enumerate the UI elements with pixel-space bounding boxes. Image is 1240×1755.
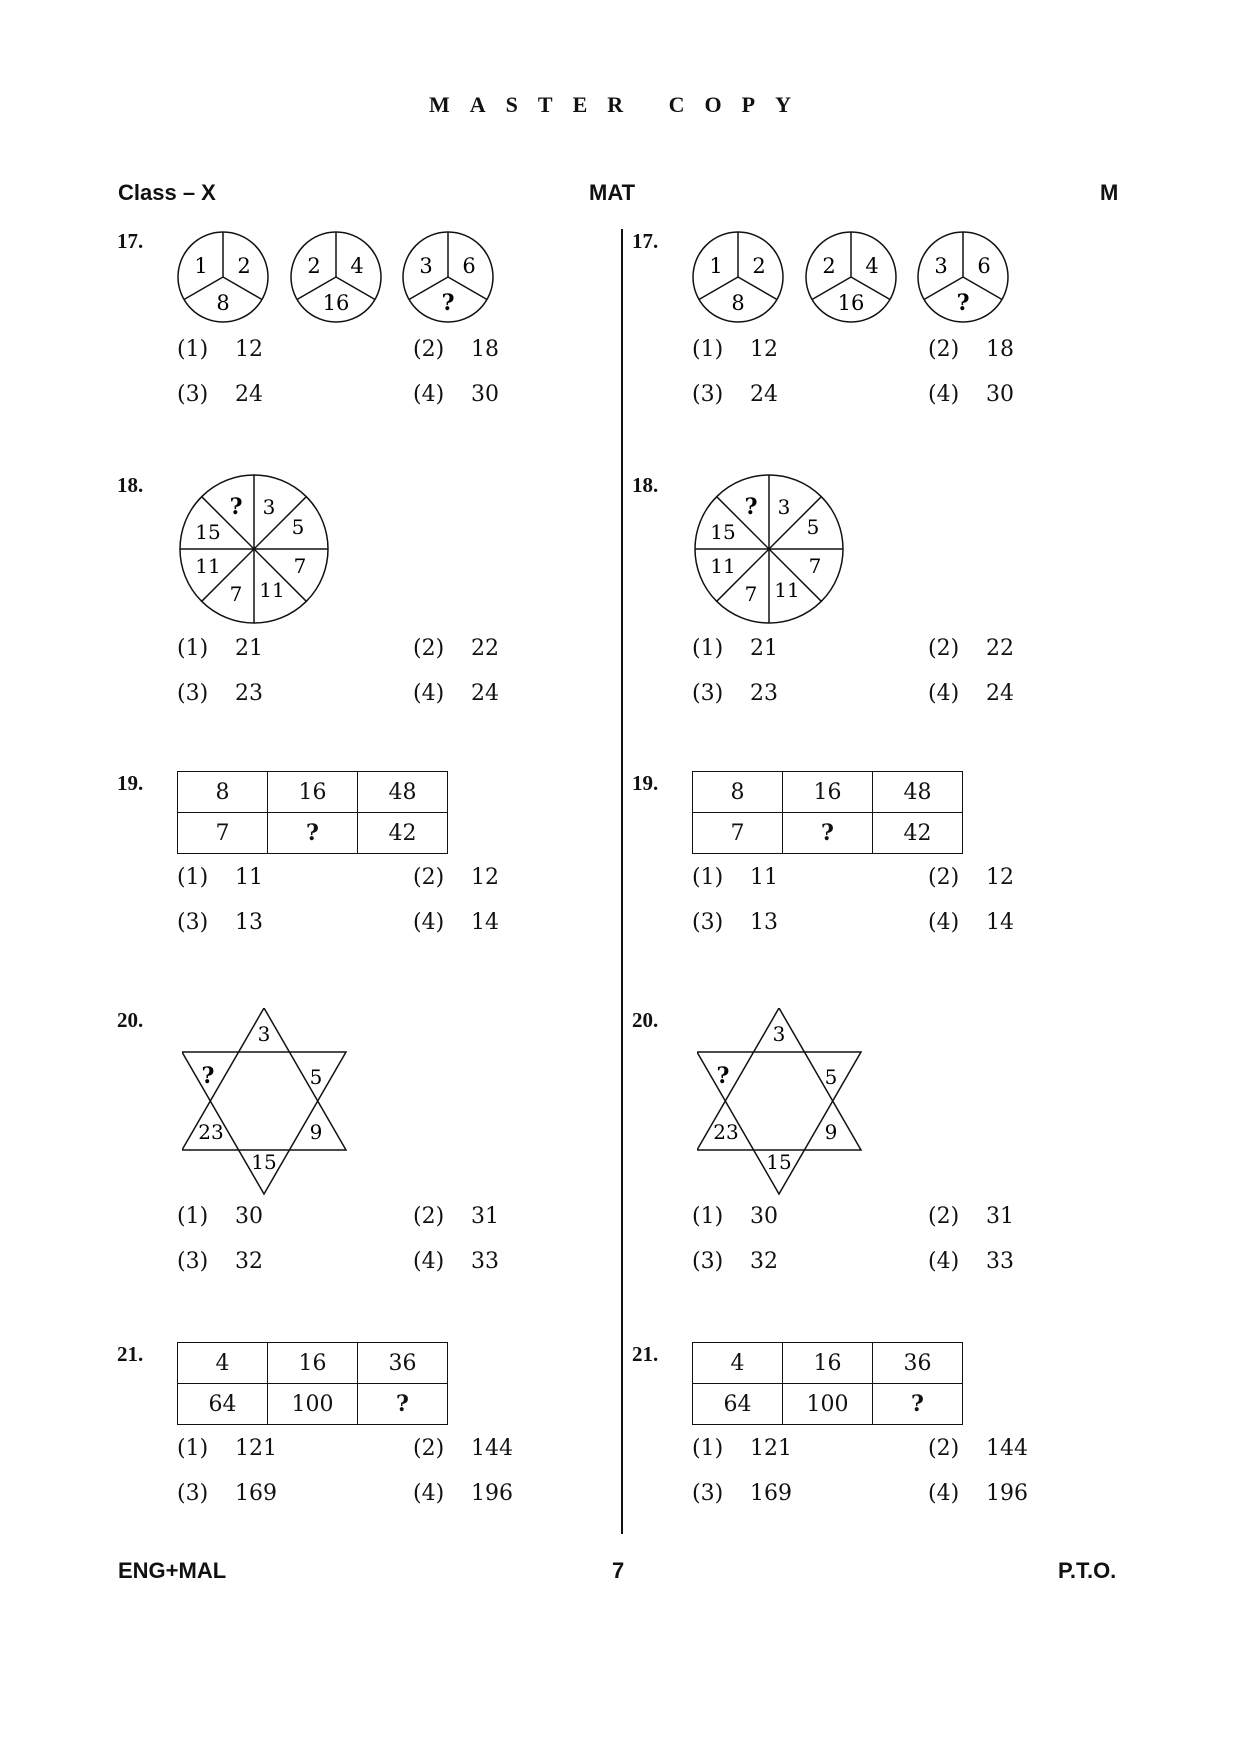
option-number: (4)	[413, 1481, 445, 1506]
circle-2	[291, 232, 381, 322]
grid-cell: 16	[268, 772, 358, 813]
grid-cell: 48	[358, 772, 448, 813]
option-value: 21	[750, 636, 778, 661]
option-value: 30	[750, 1204, 778, 1229]
option-number: (3)	[692, 382, 724, 407]
option-number: (3)	[692, 1481, 724, 1506]
question-number: 20.	[632, 1008, 659, 1032]
option-1	[177, 636, 263, 661]
option-value: 11	[235, 865, 263, 890]
option-1	[692, 636, 778, 661]
segment-value: 3	[262, 495, 276, 519]
option-value: 169	[235, 1481, 277, 1506]
segment-value: 11	[259, 578, 285, 602]
missing-value-mark: ?	[441, 290, 455, 316]
option-number: (1)	[692, 1204, 724, 1229]
question-number: 18.	[632, 473, 659, 497]
option-4	[928, 1481, 1028, 1506]
option-value: 13	[235, 910, 263, 935]
option-number: (2)	[928, 1436, 960, 1461]
segment-value: 15	[195, 520, 221, 544]
column-english	[117, 0, 637, 1755]
circle-2	[806, 232, 896, 322]
option-number: (1)	[177, 865, 209, 890]
option-3	[177, 1249, 263, 1274]
option-number: (3)	[177, 1481, 209, 1506]
option-number: (3)	[177, 681, 209, 706]
grid-cell: 8	[693, 772, 783, 813]
segment-value: 5	[806, 515, 820, 539]
segment-value: 7	[293, 554, 307, 578]
option-value: 18	[471, 337, 499, 362]
option-value: 121	[235, 1436, 277, 1461]
paper-code: M	[1100, 180, 1119, 205]
star-point-value: 3	[772, 1022, 786, 1046]
option-1	[692, 1436, 792, 1461]
option-number: (4)	[413, 681, 445, 706]
number-grid	[692, 771, 963, 854]
segment-value: 15	[710, 520, 736, 544]
option-value: 12	[471, 865, 499, 890]
option-number: (4)	[413, 382, 445, 407]
option-value: 24	[235, 382, 263, 407]
segmented-circle-figure	[692, 473, 852, 633]
option-1	[177, 1204, 263, 1229]
option-2	[413, 1436, 513, 1461]
star-point-value: 15	[766, 1150, 792, 1174]
circle-value: 6	[462, 254, 476, 278]
option-number: (2)	[413, 865, 445, 890]
option-number: (1)	[177, 636, 209, 661]
option-value: 24	[986, 681, 1014, 706]
star-point-value: 5	[309, 1065, 323, 1089]
question-number: 17.	[117, 229, 144, 253]
option-number: (3)	[177, 382, 209, 407]
circle-3	[918, 232, 1008, 322]
missing-value-mark: ?	[744, 494, 758, 520]
missing-value-mark: ?	[956, 290, 970, 316]
option-2	[928, 1204, 1014, 1229]
segment-value: 5	[291, 515, 305, 539]
grid-cell: 4	[178, 1343, 268, 1384]
option-value: 196	[986, 1481, 1028, 1506]
grid-cell: 36	[873, 1343, 963, 1384]
grid-cell: 36	[358, 1343, 448, 1384]
option-number: (4)	[928, 681, 960, 706]
star-point-value: 23	[713, 1120, 739, 1144]
segment-value: 7	[744, 582, 758, 606]
option-value: 144	[471, 1436, 513, 1461]
circle-value: 16	[322, 291, 350, 315]
option-1	[177, 865, 263, 890]
circle-value: 2	[237, 254, 251, 278]
question-number: 19.	[632, 771, 659, 795]
segment-value: 11	[710, 554, 736, 578]
circle-value: 4	[865, 254, 879, 278]
option-number: (1)	[177, 1436, 209, 1461]
grid-cell: 42	[358, 813, 448, 854]
star-figure	[697, 1008, 877, 1198]
option-value: 18	[986, 337, 1014, 362]
option-value: 12	[986, 865, 1014, 890]
circle-1	[178, 232, 268, 322]
option-4	[413, 681, 499, 706]
star-point-value: 3	[257, 1022, 271, 1046]
option-value: 22	[471, 636, 499, 661]
option-number: (3)	[177, 910, 209, 935]
option-number: (4)	[928, 1481, 960, 1506]
option-number: (2)	[413, 1204, 445, 1229]
option-number: (3)	[692, 1249, 724, 1274]
option-number: (3)	[177, 1249, 209, 1274]
option-3	[692, 910, 778, 935]
option-number: (3)	[692, 910, 724, 935]
option-value: 12	[750, 337, 778, 362]
circle-value: 4	[350, 254, 364, 278]
question-number: 21.	[117, 1342, 144, 1366]
segment-value: 11	[774, 578, 800, 602]
grid-cell: 48	[873, 772, 963, 813]
star-point-value: 9	[824, 1120, 838, 1144]
option-3	[692, 1249, 778, 1274]
option-value: 33	[986, 1249, 1014, 1274]
option-value: 32	[750, 1249, 778, 1274]
circle-value: 2	[822, 254, 836, 278]
option-value: 196	[471, 1481, 513, 1506]
option-2	[928, 337, 1014, 362]
circle-value: 3	[419, 254, 433, 278]
option-3	[177, 1481, 277, 1506]
number-grid	[177, 771, 448, 854]
grid-cell: 7	[693, 813, 783, 854]
option-3	[177, 910, 263, 935]
option-number: (1)	[692, 865, 724, 890]
circle-value: 2	[307, 254, 321, 278]
three-circles-figure	[177, 229, 517, 329]
option-1	[177, 337, 263, 362]
question-number: 20.	[117, 1008, 144, 1032]
subject-label: MAT	[589, 180, 636, 205]
option-number: (4)	[413, 1249, 445, 1274]
option-number: (2)	[413, 636, 445, 661]
option-number: (2)	[413, 1436, 445, 1461]
option-number: (1)	[177, 1204, 209, 1229]
segment-value: 7	[229, 582, 243, 606]
option-value: 33	[471, 1249, 499, 1274]
circle-1	[693, 232, 783, 322]
option-number: (2)	[928, 865, 960, 890]
option-value: 31	[471, 1204, 499, 1229]
page-number: 7	[612, 1558, 625, 1583]
option-number: (3)	[692, 681, 724, 706]
option-2	[928, 636, 1014, 661]
option-value: 169	[750, 1481, 792, 1506]
grid-cell: 7	[178, 813, 268, 854]
question-number: 17.	[632, 229, 659, 253]
grid-cell: 64	[178, 1384, 268, 1425]
star-point-value: 23	[198, 1120, 224, 1144]
option-number: (4)	[928, 382, 960, 407]
grid-cell: 100	[783, 1384, 873, 1425]
option-value: 13	[750, 910, 778, 935]
option-value: 30	[235, 1204, 263, 1229]
missing-value-mark: ?	[783, 813, 873, 854]
star-point-value: 9	[309, 1120, 323, 1144]
option-2	[413, 337, 499, 362]
option-4	[413, 382, 499, 407]
segment-value: 7	[808, 554, 822, 578]
option-4	[928, 910, 1014, 935]
option-number: (2)	[928, 1204, 960, 1229]
grid-cell: 16	[783, 1343, 873, 1384]
option-value: 24	[471, 681, 499, 706]
question-number: 18.	[117, 473, 144, 497]
option-number: (2)	[928, 337, 960, 362]
option-2	[413, 1204, 499, 1229]
option-value: 24	[750, 382, 778, 407]
option-value: 31	[986, 1204, 1014, 1229]
option-1	[692, 1204, 778, 1229]
number-grid	[692, 1342, 963, 1425]
missing-value-mark: ?	[268, 813, 358, 854]
option-number: (4)	[928, 910, 960, 935]
option-value: 14	[471, 910, 499, 935]
option-value: 32	[235, 1249, 263, 1274]
option-2	[928, 1436, 1028, 1461]
star-point-value: 15	[251, 1150, 277, 1174]
option-value: 23	[235, 681, 263, 706]
segment-value: 3	[777, 495, 791, 519]
star-figure	[182, 1008, 362, 1198]
option-value: 21	[235, 636, 263, 661]
option-number: (1)	[692, 1436, 724, 1461]
option-number: (2)	[928, 636, 960, 661]
option-4	[928, 681, 1014, 706]
circle-value: 2	[752, 254, 766, 278]
option-4	[413, 910, 499, 935]
circle-value: 8	[216, 291, 230, 315]
class-label: Class – X	[118, 180, 216, 205]
option-1	[692, 337, 778, 362]
option-value: 23	[750, 681, 778, 706]
circle-value: 6	[977, 254, 991, 278]
option-number: (1)	[692, 337, 724, 362]
option-2	[413, 865, 499, 890]
grid-cell: 64	[693, 1384, 783, 1425]
three-circles-figure	[692, 229, 1032, 329]
option-4	[413, 1249, 499, 1274]
option-2	[413, 636, 499, 661]
circle-value: 1	[194, 254, 208, 278]
option-value: 121	[750, 1436, 792, 1461]
option-value: 14	[986, 910, 1014, 935]
circle-value: 1	[709, 254, 723, 278]
question-number: 19.	[117, 771, 144, 795]
option-3	[177, 382, 263, 407]
circle-value: 8	[731, 291, 745, 315]
number-grid	[177, 1342, 448, 1425]
option-4	[928, 382, 1014, 407]
option-value: 22	[986, 636, 1014, 661]
segmented-circle-figure	[177, 473, 337, 633]
option-4	[928, 1249, 1014, 1274]
option-value: 12	[235, 337, 263, 362]
missing-value-mark: ?	[229, 494, 243, 520]
option-number: (1)	[177, 337, 209, 362]
option-3	[692, 1481, 792, 1506]
footer-language: ENG+MAL	[118, 1558, 227, 1583]
option-3	[177, 681, 263, 706]
option-number: (1)	[692, 636, 724, 661]
circle-3	[403, 232, 493, 322]
option-1	[177, 1436, 277, 1461]
missing-value-mark: ?	[873, 1384, 963, 1425]
option-3	[692, 382, 778, 407]
grid-cell: 42	[873, 813, 963, 854]
option-4	[413, 1481, 513, 1506]
question-number: 21.	[632, 1342, 659, 1366]
option-3	[692, 681, 778, 706]
option-value: 144	[986, 1436, 1028, 1461]
option-1	[692, 865, 778, 890]
circle-value: 16	[837, 291, 865, 315]
pto-label: P.T.O.	[1058, 1558, 1117, 1583]
option-number: (4)	[413, 910, 445, 935]
master-copy-heading: MASTER COPY	[429, 92, 811, 117]
star-point-value: 5	[824, 1065, 838, 1089]
option-number: (4)	[928, 1249, 960, 1274]
missing-value-mark: ?	[716, 1063, 730, 1089]
missing-value-mark: ?	[201, 1063, 215, 1089]
option-value: 30	[471, 382, 499, 407]
grid-cell: 16	[783, 772, 873, 813]
grid-cell: 4	[693, 1343, 783, 1384]
missing-value-mark: ?	[358, 1384, 448, 1425]
grid-cell: 8	[178, 772, 268, 813]
column-malayalam	[632, 0, 1152, 1755]
grid-cell: 100	[268, 1384, 358, 1425]
option-number: (2)	[413, 337, 445, 362]
grid-cell: 16	[268, 1343, 358, 1384]
segment-value: 11	[195, 554, 221, 578]
option-value: 11	[750, 865, 778, 890]
option-2	[928, 865, 1014, 890]
circle-value: 3	[934, 254, 948, 278]
option-value: 30	[986, 382, 1014, 407]
